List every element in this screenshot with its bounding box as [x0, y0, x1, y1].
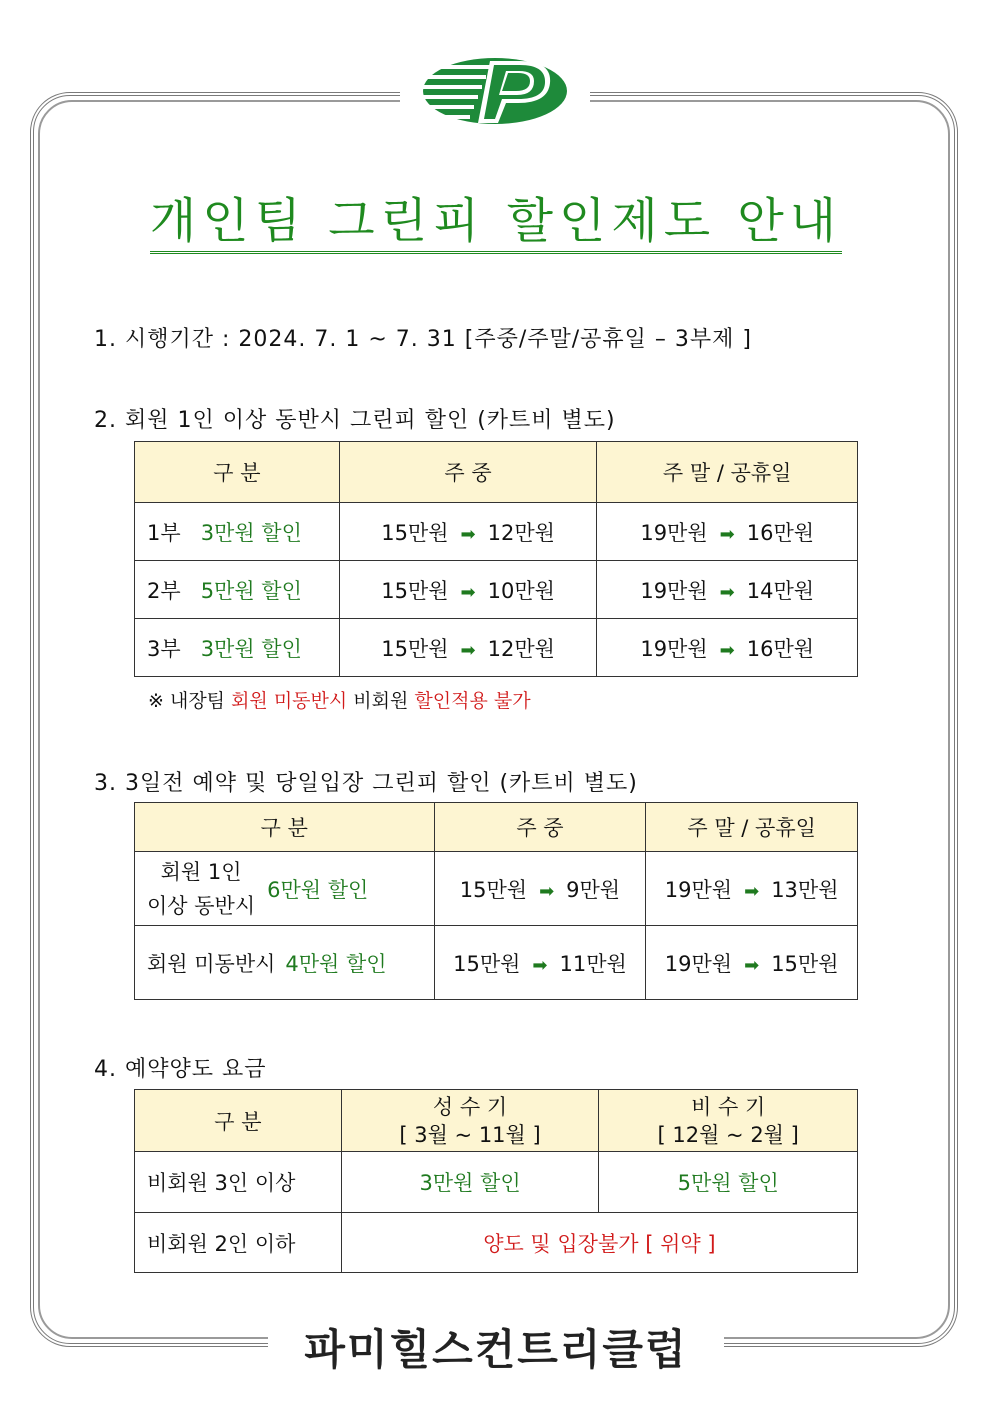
note-mark-icon: ※	[148, 690, 164, 712]
category-cell: 비회원 2인 이하	[135, 1213, 342, 1273]
category-cell	[135, 926, 435, 1000]
weekend-price	[597, 619, 858, 677]
weekday-price	[434, 852, 646, 926]
header-weekday: 주 중	[339, 442, 597, 503]
price-to: 13만원	[771, 877, 839, 902]
club-name-footer: 파미힐스컨트리클럽	[304, 1325, 688, 1374]
arrow-right-icon: ➡	[532, 954, 548, 976]
discount-label: 3만원 할인	[200, 520, 302, 545]
category-label: 회원 미동반시	[147, 951, 276, 976]
price-to: 16만원	[746, 520, 815, 545]
part-cell	[135, 561, 340, 619]
category-cell	[135, 852, 435, 926]
weekend-price	[646, 852, 858, 926]
offpeak-range: [ 12월 ~ 2월 ]	[657, 1122, 799, 1147]
weekday-price	[434, 926, 646, 1000]
price-from: 19만원	[640, 520, 708, 545]
discount-label: 3만원 할인	[200, 636, 302, 661]
section4-header-row	[135, 1090, 858, 1152]
price-to: 9만원	[566, 877, 621, 902]
peak-discount: 3만원 할인	[341, 1152, 599, 1213]
price-from: 15만원	[381, 636, 449, 661]
part-cell	[135, 503, 340, 561]
part-label: 3부	[147, 636, 181, 661]
arrow-right-icon: ➡	[460, 523, 476, 545]
arrow-right-icon: ➡	[460, 639, 476, 661]
price-to: 10만원	[487, 578, 555, 603]
header-category: 구 분	[135, 442, 340, 503]
weekday-price	[339, 561, 597, 619]
section4-table	[134, 1089, 858, 1273]
price-from: 19만원	[664, 877, 733, 902]
category-label: 이상 동반시	[147, 893, 256, 918]
discount-label: 5만원 할인	[200, 578, 302, 603]
weekend-price	[597, 503, 858, 561]
price-to: 11만원	[559, 951, 627, 976]
section3-table	[134, 802, 858, 1000]
header-offpeak	[599, 1090, 858, 1152]
section2-note	[148, 686, 531, 713]
price-to: 14만원	[746, 578, 815, 603]
section1-period: 1. 시행기간 : 2024. 7. 1 ~ 7. 31 [주중/주말/공휴일 – 3부제 ]	[94, 327, 752, 352]
section2-header-row	[135, 442, 858, 503]
price-to: 16만원	[746, 636, 815, 661]
peak-label: 성 수 기	[432, 1094, 508, 1119]
note-text: 비회원	[353, 690, 409, 712]
arrow-right-icon: ➡	[719, 639, 735, 661]
price-to: 15만원	[771, 951, 839, 976]
price-to: 12만원	[487, 636, 555, 661]
price-from: 15만원	[381, 520, 449, 545]
header-category: 구 분	[135, 1090, 342, 1152]
category-cell: 비회원 3인 이상	[135, 1152, 342, 1213]
note-text-red: 할인적용 불가	[414, 690, 531, 712]
weekday-price	[339, 503, 597, 561]
header-category: 구 분	[135, 803, 435, 852]
table-row	[135, 852, 858, 926]
note-text-red: 회원 미동반시	[231, 690, 348, 712]
price-from: 19만원	[640, 578, 708, 603]
table-row	[135, 503, 858, 561]
price-from: 15만원	[381, 578, 449, 603]
offpeak-label: 비 수 기	[691, 1094, 766, 1119]
table-row	[135, 1152, 858, 1213]
header-weekday: 주 중	[434, 803, 646, 852]
section2-table	[134, 441, 858, 677]
section3-heading: 3. 3일전 예약 및 당일입장 그린피 할인 (카트비 별도)	[94, 771, 638, 796]
weekday-price	[339, 619, 597, 677]
discount-label: 6만원 할인	[267, 877, 369, 902]
note-text: 내장팀	[169, 690, 226, 712]
offpeak-discount: 5만원 할인	[599, 1152, 858, 1213]
price-from: 15만원	[453, 951, 521, 976]
weekend-price	[646, 926, 858, 1000]
arrow-right-icon: ➡	[719, 581, 735, 603]
table-row	[135, 619, 858, 677]
header-peak	[341, 1090, 599, 1152]
transfer-not-allowed: 양도 및 입장불가 [ 위약 ]	[341, 1213, 857, 1273]
arrow-right-icon: ➡	[539, 880, 555, 902]
table-row	[135, 561, 858, 619]
table-row	[135, 926, 858, 1000]
table-row	[135, 1213, 858, 1273]
part-label: 2부	[147, 578, 181, 603]
price-from: 19만원	[640, 636, 708, 661]
weekend-price	[597, 561, 858, 619]
arrow-right-icon: ➡	[719, 523, 735, 545]
arrow-right-icon: ➡	[744, 880, 760, 902]
price-from: 15만원	[459, 877, 528, 902]
price-from: 19만원	[664, 951, 733, 976]
arrow-right-icon: ➡	[744, 954, 760, 976]
section2-heading: 2. 회원 1인 이상 동반시 그린피 할인 (카트비 별도)	[94, 408, 616, 433]
section3-header-row	[135, 803, 858, 852]
arrow-right-icon: ➡	[460, 581, 476, 603]
part-label: 1부	[147, 520, 181, 545]
part-cell	[135, 619, 340, 677]
header-weekend: 주 말 / 공휴일	[597, 442, 858, 503]
discount-label: 4만원 할인	[285, 951, 387, 976]
price-to: 12만원	[487, 520, 555, 545]
category-label: 회원 1인	[160, 859, 242, 884]
page-title: 개인팀 그린피 할인제도 안내	[0, 182, 992, 251]
header-weekend: 주 말 / 공휴일	[646, 803, 858, 852]
section4-heading: 4. 예약양도 요금	[94, 1057, 267, 1082]
club-logo-icon	[420, 55, 570, 127]
peak-range: [ 3월 ~ 11월 ]	[399, 1122, 541, 1147]
